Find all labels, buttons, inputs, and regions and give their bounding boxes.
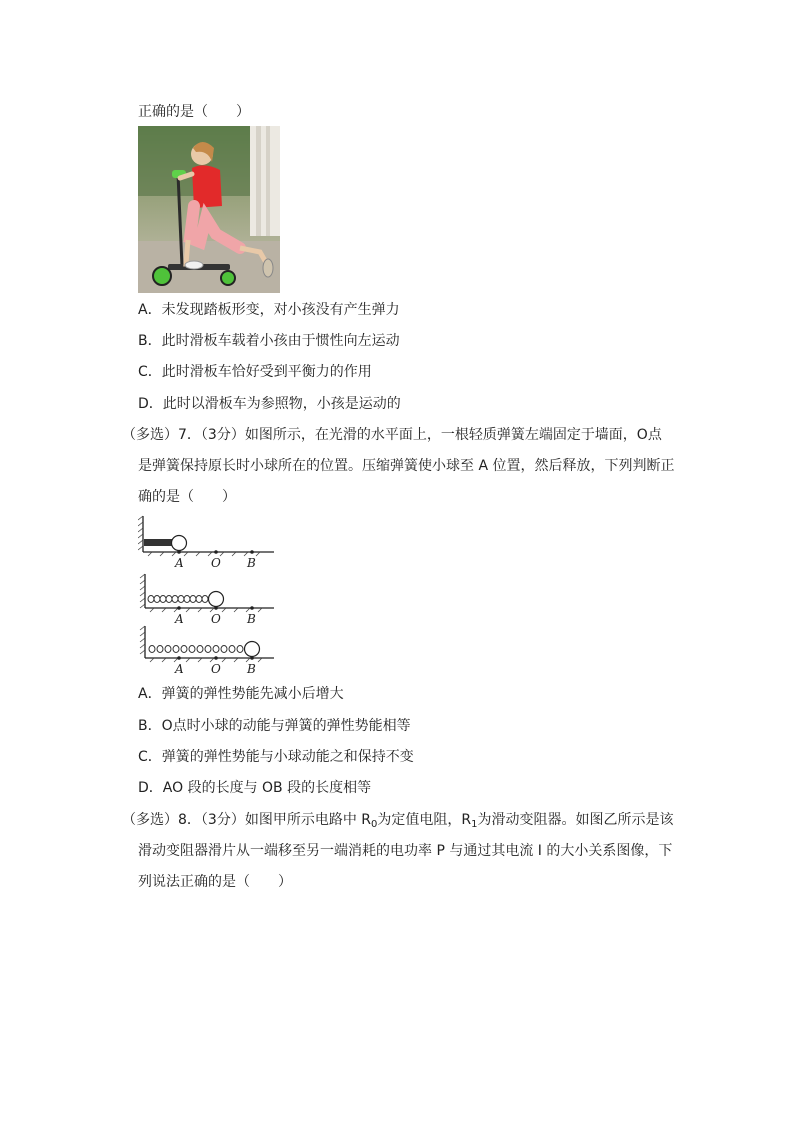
q8-stem-line-2: 滑动变阻器滑片从一端移至另一端消耗的电功率 P 与通过其电流 I 的大小关系图像，下	[138, 843, 673, 859]
spring-figure-3	[138, 622, 278, 686]
q6-option-c: C．此时滑板车恰好受到平衡力的作用	[138, 364, 372, 380]
scooter-photo	[138, 126, 280, 293]
q6-stem-tail: 正确的是（ ）	[138, 104, 250, 120]
figure-3-label-a: A	[175, 662, 184, 676]
figure-1-label-a: A	[175, 556, 184, 570]
q7-option-a: A．弹簧的弹性势能先减小后增大	[138, 686, 344, 702]
q7-stem-line-2: 是弹簧保持原长时小球所在的位置。压缩弹簧使小球至 A 位置，然后释放，下列判断正	[138, 458, 675, 474]
figure-2-label-o: O	[211, 612, 221, 626]
figure-2-label-a: A	[175, 612, 184, 626]
figure-3-label-o: O	[211, 662, 221, 676]
q8-stem-line-3: 列说法正确的是（ ）	[138, 874, 292, 890]
q7-stem-line-1: （多选）7．（3分）如图所示，在光滑的水平面上，一根轻质弹簧左端固定于墙面，O点	[122, 427, 662, 443]
q8-stem-line-1: （多选）8．（3分）如图甲所示电路中 $R_0$为定值电阻，$R_1$为滑动变阻器。如图乙所示是该	[122, 812, 674, 830]
q6-option-b: B．此时滑板车载着小孩由于惯性向左运动	[138, 333, 400, 349]
q7-option-c: C．弹簧的弹性势能与小球动能之和保持不变	[138, 749, 414, 765]
figure-1-label-b: B	[247, 556, 256, 570]
figure-2-label-b: B	[247, 612, 256, 626]
figure-1-label-o: O	[211, 556, 221, 570]
q7-option-b: B．O点时小球的动能与弹簧的弹性势能相等	[138, 718, 411, 734]
q7-option-d: D．AO 段的长度与 OB 段的长度相等	[138, 780, 372, 796]
q6-option-d: D．此时以滑板车为参照物，小孩是运动的	[138, 396, 401, 412]
spring-figure-1	[138, 512, 278, 576]
q7-stem-line-3: 确的是（ ）	[138, 489, 236, 505]
q6-option-a: A．未发现踏板形变，对小孩没有产生弹力	[138, 302, 400, 318]
figure-3-label-b: B	[247, 662, 256, 676]
